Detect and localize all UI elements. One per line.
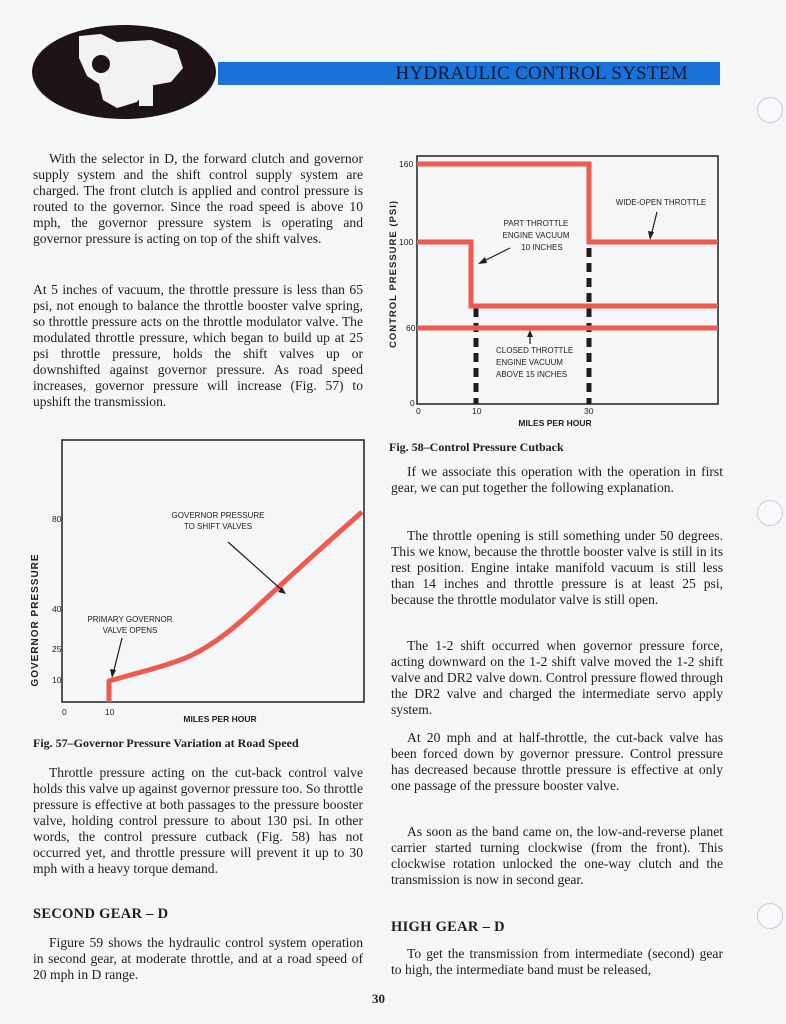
- fig57-ylabel: GOVERNOR PRESSURE: [30, 553, 41, 687]
- fig58-annotation-part-line3: 10 INCHES: [521, 243, 563, 252]
- right-paragraph-1-text: If we associate this operation with the operation in first gear, we can put together the following explanation.: [391, 464, 723, 495]
- fig58-annotation-part-line1: PART THROTTLE: [503, 219, 569, 228]
- fig58-annotation-closed-line3: ABOVE 15 INCHES: [496, 370, 568, 379]
- right-paragraph-2-text: The throttle opening is still something under 50 degrees. This we know, because the throttle booster valve is still in its rest position. Engine intake manifold vacuum is still less than 14 inches and throttle pressure is at least 25 psi, because the throttle modulator valve is still open.: [391, 528, 723, 607]
- fig58-part-throttle-line: [417, 242, 718, 306]
- fig57-ytick-40: 40: [52, 604, 62, 614]
- fig57-annotation-primary-line1: PRIMARY GOVERNOR: [87, 615, 173, 624]
- fig58-xlabel: MILES PER HOUR: [518, 418, 592, 428]
- left-paragraph-1: [33, 151, 363, 247]
- right-paragraph-2: [391, 528, 723, 608]
- fig57-ytick-80: 80: [52, 514, 62, 524]
- fig58-frame: [417, 156, 718, 404]
- fig58-xtick-30: 30: [584, 406, 594, 416]
- fig58-annotation-closed-line2: ENGINE VACUUM: [496, 358, 563, 367]
- fig57-xtick-10: 10: [105, 707, 115, 717]
- fig58-ytick-0: 0: [410, 398, 415, 408]
- left-paragraph-2-text: At 5 inches of vacuum, the throttle pressure is less than 65 psi, not enough to balance the throttle booster valve spring, so throttle pressure acts on the throttle modulator valve. The modulated throttle pressure, which began to build up at 25 psi throttle pressure, holds the shift valves up or downshifted against governor pressure. As road speed increases, governor pressure will increase (Fig. 57) to upshift the transmission.: [33, 282, 363, 409]
- page-title: HYDRAULIC CONTROL SYSTEM: [395, 63, 688, 84]
- right-paragraph-3: [391, 638, 723, 718]
- fig57-governor-arrow: [228, 542, 284, 592]
- binder-hole-middle: [757, 500, 783, 526]
- fig58-chart: [380, 152, 724, 432]
- fig57-frame: [62, 440, 364, 702]
- fig58-part-arrow: [482, 248, 510, 262]
- binder-hole-bottom: [757, 903, 783, 929]
- right-paragraph-6-text: To get the transmission from intermediate (second) gear to high, the intermediate band must be released,: [391, 946, 723, 977]
- right-paragraph-4: [391, 730, 723, 794]
- left-paragraph-4: [33, 935, 363, 983]
- fig58-annotation-wot: WIDE-OPEN THROTTLE: [615, 198, 707, 207]
- left-paragraph-3: [33, 765, 363, 877]
- fig58-ytick-100: 100: [399, 237, 414, 247]
- left-paragraph-3-text: Throttle pressure acting on the cut-back control valve holds this valve up against governor pressure too. So throttle pressure is effective at both passages to the pressure booster valve, holding control pressure to about 130 psi. In other words, the control pressure cutback (Fig. 58) has not occurred yet, and throttle pressure will prevent it up to 30 mph with a heavy torque demand.: [33, 765, 363, 876]
- page-number: 30: [372, 991, 385, 1006]
- fig58-ytick-60: 60: [406, 323, 416, 333]
- fig58-xtick-0: 0: [416, 406, 421, 416]
- right-paragraph-6: [391, 946, 723, 978]
- right-paragraph-4-text: At 20 mph and at half-throttle, the cut-back valve has been forced down by governor pressure. Control pressure has decreased because throttle pressure is effective at only one passage of the pressure booster valve.: [391, 730, 723, 793]
- fig58-caption: Fig. 58–Control Pressure Cutback: [389, 440, 564, 454]
- left-paragraph-1-text: With the selector in D, the forward clutch and governor supply system and the shift control supply system are charged. The front clutch is applied and control pressure is routed to the governor. Since the road speed is above 10 mph, the governor pressure system is operating and governor pressure is acting on top of the shift valves.: [33, 151, 363, 246]
- binder-hole-top: [757, 97, 783, 123]
- right-paragraph-3-text: The 1-2 shift occurred when governor pressure force, acting downward on the 1-2 shift valve moved the 1-2 shift valve and DR2 valve down. Control pressure flowed through the DR2 valve and charged the intermediate servo apply system.: [391, 638, 723, 717]
- fig57-caption: Fig. 57–Governor Pressure Variation at Road Speed: [33, 736, 299, 750]
- fig57-annotation-primary-line2: VALVE OPENS: [102, 626, 158, 635]
- fig57-annotation-governor-line2: TO SHIFT VALVES: [183, 522, 253, 531]
- left-paragraph-2: [33, 282, 363, 410]
- fig57-primary-arrow: [113, 638, 122, 674]
- right-paragraph-1: [391, 464, 723, 496]
- fig58-annotation-part-line2: ENGINE VACUUM: [502, 231, 570, 240]
- fig57-chart: [22, 436, 368, 732]
- fig57-governor-curve: [109, 512, 362, 702]
- fig57-xtick-0: 0: [62, 707, 67, 717]
- fig58-ylabel: CONTROL PRESSURE (PSI): [388, 200, 399, 348]
- fig58-xtick-10: 10: [472, 406, 482, 416]
- heading-high-gear: HIGH GEAR – D: [391, 919, 505, 935]
- transmission-logo: [31, 24, 221, 120]
- fig57-xlabel: MILES PER HOUR: [183, 714, 257, 724]
- fig57-annotation-governor-line1: GOVERNOR PRESSURE: [171, 511, 265, 520]
- right-paragraph-5-text: As soon as the band came on, the low-and-reverse planet carrier started turning clockwise (from the front). This clockwise rotation unlocked the one-way clutch and the transmission is now in second gear.: [391, 824, 723, 887]
- left-paragraph-4-text: Figure 59 shows the hydraulic control system operation in second gear, at moderate throttle, and at a road speed of 20 mph in D range.: [33, 935, 363, 982]
- right-paragraph-5: [391, 824, 723, 888]
- fig57-ytick-25: 25: [52, 644, 62, 654]
- fig58-annotation-closed-line1: CLOSED THROTTLE: [496, 346, 574, 355]
- heading-second-gear: SECOND GEAR – D: [33, 906, 169, 922]
- fig57-ytick-10: 10: [52, 675, 62, 685]
- fig58-ytick-160: 160: [399, 159, 414, 169]
